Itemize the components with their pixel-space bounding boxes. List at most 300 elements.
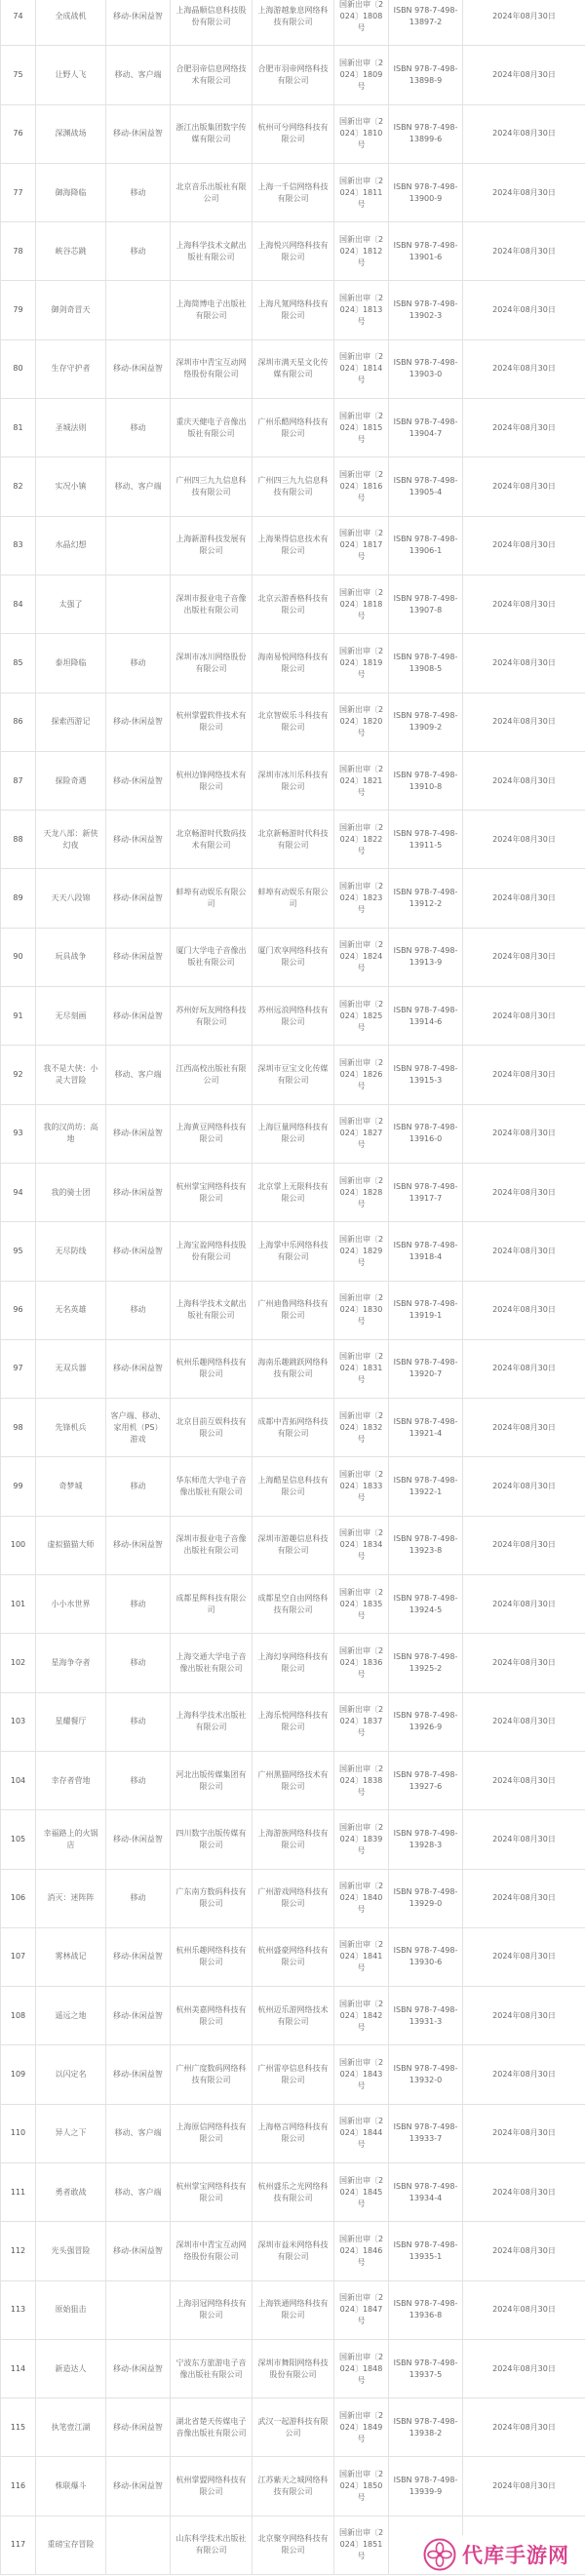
approval-date: 2024年08月30日 <box>463 634 585 693</box>
publisher-name: 北京畅游时代数码技术有限公司 <box>171 811 253 869</box>
game-category: 移动-休闲益智 <box>106 1163 171 1221</box>
game-name: 奇梦城 <box>36 1457 106 1516</box>
isbn-number: ISBN 978-7-498-13914-6 <box>389 987 463 1046</box>
game-category: 移动 <box>106 1281 171 1339</box>
operator-name: 广州四三九九信息科技有限公司 <box>253 457 334 516</box>
isbn-number: ISBN 978-7-498-13937-5 <box>389 2339 463 2398</box>
publisher-name: 四川数字出版传媒有限公司 <box>171 1810 253 1869</box>
row-number: 111 <box>1 2162 36 2221</box>
isbn-number: ISBN 978-7-498-13939-9 <box>389 2457 463 2516</box>
operator-name: 上海铁通网络科技有限公司 <box>253 2280 334 2339</box>
operator-name: 上海乐悦网络科技有限公司 <box>253 1692 334 1751</box>
publisher-name: 杭州边锋网络技术有限公司 <box>171 751 253 810</box>
approval-number: 国新出审〔2024〕1836号 <box>334 1634 389 1692</box>
table-row <box>1 987 585 1046</box>
approval-date: 2024年08月30日 <box>463 163 585 221</box>
approval-number: 国新出审〔2024〕1811号 <box>334 163 389 221</box>
isbn-number: ISBN 978-7-498-13927-6 <box>389 1751 463 1809</box>
approval-number: 国新出审〔2024〕1835号 <box>334 1575 389 1634</box>
operator-name: 厦门欢享网络科技有限公司 <box>253 928 334 986</box>
operator-name: 杭州迈乐游网络技术有限公司 <box>253 1987 334 2045</box>
operator-name: 深圳市益米网络科技有限公司 <box>253 2222 334 2280</box>
isbn-number: ISBN 978-7-498-13923-8 <box>389 1516 463 1574</box>
operator-name: 上海格言网络科技有限公司 <box>253 2104 334 2162</box>
table-row <box>1 1046 585 1104</box>
approval-number: 国新出审〔2024〕1844号 <box>334 2104 389 2162</box>
publisher-name: 广州广度数码网络科技有限公司 <box>171 2045 253 2104</box>
table-row <box>1 399 585 457</box>
table-row <box>1 1516 585 1574</box>
operator-name: 杭州盛豪网络科技有限公司 <box>253 1927 334 1986</box>
game-name: 幸存者营地 <box>36 1751 106 1809</box>
table-row <box>1 693 585 751</box>
approval-date: 2024年08月30日 <box>463 2339 585 2398</box>
operator-name: 成都星空自由网络科技有限公司 <box>253 1575 334 1634</box>
operator-name: 深圳市舞阳网络科技股份有限公司 <box>253 2339 334 2398</box>
approval-number: 国新出审〔2024〕1809号 <box>334 46 389 104</box>
isbn-number: ISBN 978-7-498-13915-3 <box>389 1046 463 1104</box>
row-number: 76 <box>1 104 36 163</box>
operator-name: 广州乐酷网络科技有限公司 <box>253 399 334 457</box>
game-name: 探索西游记 <box>36 693 106 751</box>
row-number: 74 <box>1 0 36 46</box>
isbn-number: ISBN 978-7-498-13921-4 <box>389 1399 463 1457</box>
approval-number: 国新出审〔2024〕1830号 <box>334 1281 389 1339</box>
game-category: 移动-休闲益智 <box>106 1927 171 1986</box>
approval-number: 国新出审〔2024〕1825号 <box>334 987 389 1046</box>
game-name: 光头强冒险 <box>36 2222 106 2280</box>
row-number: 109 <box>1 2045 36 2104</box>
game-name: 无尽刻画 <box>36 987 106 1046</box>
isbn-number: ISBN 978-7-498-13897-2 <box>389 0 463 46</box>
operator-name: 苏州远浪网络科技有限公司 <box>253 987 334 1046</box>
game-name: 雾林战记 <box>36 1927 106 1986</box>
operator-name: 上海果得信息技术有限公司 <box>253 516 334 575</box>
approval-number: 国新出审〔2024〕1849号 <box>334 2398 389 2457</box>
publisher-name: 华东师范大学电子音像出版社有限公司 <box>171 1457 253 1516</box>
publisher-name: 重庆天健电子音像出版社有限公司 <box>171 399 253 457</box>
publisher-name: 杭州乐趣网络科技有限公司 <box>171 1927 253 1986</box>
publisher-name: 北京音乐出版社有限公司 <box>171 163 253 221</box>
row-number: 115 <box>1 2398 36 2457</box>
approval-date: 2024年08月30日 <box>463 1281 585 1339</box>
approval-date: 2024年08月30日 <box>463 869 585 928</box>
table-row <box>1 1104 585 1163</box>
isbn-number: ISBN 978-7-498-13908-5 <box>389 634 463 693</box>
isbn-number: ISBN 978-7-498-13898-9 <box>389 46 463 104</box>
game-category: 移动-休闲益智 <box>106 1810 171 1869</box>
approval-date: 2024年08月30日 <box>463 2162 585 2221</box>
game-name: 星海争夺者 <box>36 1634 106 1692</box>
isbn-number: ISBN 978-7-498-13904-7 <box>389 399 463 457</box>
publisher-name: 上海新游科技发展有限公司 <box>171 516 253 575</box>
table-row <box>1 634 585 693</box>
game-name: 我不是大侠：小灵大冒险 <box>36 1046 106 1104</box>
game-name: 勇者敢战 <box>36 2162 106 2221</box>
row-number: 94 <box>1 1163 36 1221</box>
game-category <box>106 2516 171 2574</box>
game-category: 移动-休闲益智 <box>106 987 171 1046</box>
approval-date: 2024年08月30日 <box>463 1869 585 1927</box>
approval-number: 国新出审〔2024〕1814号 <box>334 339 389 398</box>
approval-date: 2024年08月30日 <box>463 2457 585 2516</box>
row-number: 87 <box>1 751 36 810</box>
row-number: 82 <box>1 457 36 516</box>
approval-number: 国新出审〔2024〕1847号 <box>334 2280 389 2339</box>
game-category: 移动、客户端 <box>106 2104 171 2162</box>
approval-date: 2024年08月30日 <box>463 2398 585 2457</box>
isbn-number: ISBN 978-7-498-13930-6 <box>389 1927 463 1986</box>
publisher-name: 成都星辉科技有限公司 <box>171 1575 253 1634</box>
operator-name: 上海巨量网络科技有限公司 <box>253 1104 334 1163</box>
row-number: 116 <box>1 2457 36 2516</box>
table-row <box>1 1810 585 1869</box>
table-row <box>1 2457 585 2516</box>
approval-date: 2024年08月30日 <box>463 457 585 516</box>
operator-name: 北京掌上无限科技有限公司 <box>253 1163 334 1221</box>
approval-number: 国新出审〔2024〕1827号 <box>334 1104 389 1163</box>
game-category: 移动 <box>106 1634 171 1692</box>
isbn-number: ISBN 978-7-498-13924-5 <box>389 1575 463 1634</box>
operator-name: 上海掌中乐网络科技有限公司 <box>253 1222 334 1281</box>
table-row <box>1 516 585 575</box>
game-name: 天龙八部：新侠幻夜 <box>36 811 106 869</box>
approval-date: 2024年08月30日 <box>463 1046 585 1104</box>
publisher-name: 河北出版传媒集团有限公司 <box>171 1751 253 1809</box>
game-category <box>106 281 171 339</box>
publisher-name: 上海原信网络科技有限公司 <box>171 2104 253 2162</box>
approval-date: 2024年08月30日 <box>463 104 585 163</box>
row-number: 92 <box>1 1046 36 1104</box>
approval-date: 2024年08月30日 <box>463 1399 585 1457</box>
table-row <box>1 1222 585 1281</box>
approval-date: 2024年08月30日 <box>463 2222 585 2280</box>
row-number: 100 <box>1 1516 36 1574</box>
isbn-number: ISBN 978-7-498-13938-2 <box>389 2398 463 2457</box>
approval-number: 国新出审〔2024〕1832号 <box>334 1399 389 1457</box>
table-row <box>1 104 585 163</box>
isbn-number: ISBN 978-7-498-13934-4 <box>389 2162 463 2221</box>
approval-date: 2024年08月30日 <box>463 1222 585 1281</box>
isbn-number: ISBN 978-7-498-13919-1 <box>389 1281 463 1339</box>
operator-name: 上海游越象息网络科技有限公司 <box>253 0 334 46</box>
isbn-number: ISBN 978-7-498-13935-1 <box>389 2222 463 2280</box>
row-number: 75 <box>1 46 36 104</box>
publisher-name: 北京目前互娱科技有限公司 <box>171 1399 253 1457</box>
table-row <box>1 1927 585 1986</box>
game-name: 无双兵器 <box>36 1339 106 1398</box>
approval-date: 2024年08月30日 <box>463 1516 585 1574</box>
approval-date: 2024年08月30日 <box>463 2104 585 2162</box>
approval-number: 国新出审〔2024〕1843号 <box>334 2045 389 2104</box>
publisher-name: 上海科学技术出版社有限公司 <box>171 1692 253 1751</box>
operator-name: 北京新畅游时代科技有限公司 <box>253 811 334 869</box>
approval-number: 国新出审〔2024〕1846号 <box>334 2222 389 2280</box>
game-category: 移动-休闲益智 <box>106 2222 171 2280</box>
row-number: 108 <box>1 1987 36 2045</box>
table-row <box>1 1575 585 1634</box>
operator-name: 蚌埠有动娱乐有限公司 <box>253 869 334 928</box>
operator-name: 深圳市游趣信息科技有限公司 <box>253 1516 334 1574</box>
publisher-name: 杭州美嘉网络科技有限公司 <box>171 1987 253 2045</box>
operator-name: 合肥市羽帝网络科技有限公司 <box>253 46 334 104</box>
table-row <box>1 1399 585 1457</box>
game-category: 移动 <box>106 634 171 693</box>
isbn-number: ISBN 978-7-498-13900-9 <box>389 163 463 221</box>
isbn-number: ISBN 978-7-498-13922-1 <box>389 1457 463 1516</box>
table-row <box>1 1869 585 1927</box>
operator-name: 成都中青拓网络科技有限公司 <box>253 1399 334 1457</box>
game-name: 泰坦降临 <box>36 634 106 693</box>
game-name: 让野人飞 <box>36 46 106 104</box>
game-name: 探险奇遇 <box>36 751 106 810</box>
operator-name: 深圳市豆宝文化传媒有限公司 <box>253 1046 334 1104</box>
approval-number: 国新出审〔2024〕1819号 <box>334 634 389 693</box>
game-category: 移动-休闲益智 <box>106 1339 171 1398</box>
game-category <box>106 516 171 575</box>
row-number: 103 <box>1 1692 36 1751</box>
game-name: 圣城法则 <box>36 399 106 457</box>
game-name: 御剑奇冒天 <box>36 281 106 339</box>
publisher-name: 上海科学技术文献出版社有限公司 <box>171 1281 253 1339</box>
game-name: 我的汉尚坊：高地 <box>36 1104 106 1163</box>
isbn-number: ISBN 978-7-498-13933-7 <box>389 2104 463 2162</box>
watermark-text: 代库手游网 <box>462 2544 569 2567</box>
row-number: 86 <box>1 693 36 751</box>
approval-date: 2024年08月30日 <box>463 1339 585 1398</box>
publisher-name: 宁波东方旅游电子音像出版社有限公司 <box>171 2339 253 2398</box>
isbn-number: ISBN 978-7-498-13917-7 <box>389 1163 463 1221</box>
approval-date: 2024年08月30日 <box>463 281 585 339</box>
game-category: 移动 <box>106 1692 171 1751</box>
approval-date: 2024年08月30日 <box>463 1457 585 1516</box>
approval-number: 国新出审〔2024〕1817号 <box>334 516 389 575</box>
approval-number: 国新出审〔2024〕1823号 <box>334 869 389 928</box>
table-row <box>1 222 585 281</box>
site-watermark <box>419 2535 583 2574</box>
table-row <box>1 163 585 221</box>
game-name: 幸福路上的火锅店 <box>36 1810 106 1869</box>
approval-date: 2024年08月30日 <box>463 1751 585 1809</box>
row-number: 90 <box>1 928 36 986</box>
operator-name: 上海游族网络科技有限公司 <box>253 1810 334 1869</box>
operator-name: 江苏紫天之城网络科技有限公司 <box>253 2457 334 2516</box>
game-category: 移动 <box>106 1575 171 1634</box>
operator-name: 广州雷亭信息科技有限公司 <box>253 2045 334 2104</box>
approval-date: 2024年08月30日 <box>463 693 585 751</box>
game-name: 株联爆斗 <box>36 2457 106 2516</box>
isbn-number: ISBN 978-7-498-13929-0 <box>389 1869 463 1927</box>
publisher-name: 上海晶顺信息科技股份有限公司 <box>171 0 253 46</box>
row-number: 84 <box>1 575 36 633</box>
approval-number: 国新出审〔2024〕1839号 <box>334 1810 389 1869</box>
game-name: 生存守护者 <box>36 339 106 398</box>
table-row <box>1 1339 585 1398</box>
table-row <box>1 281 585 339</box>
approval-date: 2024年08月30日 <box>463 46 585 104</box>
approval-number: 国新出审〔2024〕1812号 <box>334 222 389 281</box>
publisher-name: 苏州好玩友网络科技有限公司 <box>171 987 253 1046</box>
publisher-name: 上海宝盈网络科技股份有限公司 <box>171 1222 253 1281</box>
game-category: 移动 <box>106 222 171 281</box>
row-number: 105 <box>1 1810 36 1869</box>
game-category: 移动 <box>106 163 171 221</box>
approval-number: 国新出审〔2024〕1848号 <box>334 2339 389 2398</box>
operator-name: 上海酷星信息科技有限公司 <box>253 1457 334 1516</box>
row-number: 99 <box>1 1457 36 1516</box>
approval-number: 国新出审〔2024〕1824号 <box>334 928 389 986</box>
game-name: 御海降临 <box>36 163 106 221</box>
operator-name: 深圳市冰川乐科技有限公司 <box>253 751 334 810</box>
publisher-name: 杭州掌盟软件技术有限公司 <box>171 693 253 751</box>
table-row <box>1 751 585 810</box>
publisher-name: 浙江出版集团数字传媒有限公司 <box>171 104 253 163</box>
table-row <box>1 1987 585 2045</box>
game-category: 移动-休闲益智 <box>106 2045 171 2104</box>
approval-number: 国新出审〔2024〕1837号 <box>334 1692 389 1751</box>
operator-name: 上海幻享网络科技有限公司 <box>253 1634 334 1692</box>
game-category: 移动-休闲益智 <box>106 2457 171 2516</box>
game-category: 移动-休闲益智 <box>106 811 171 869</box>
operator-name: 北京智娱乐斗科技有限公司 <box>253 693 334 751</box>
isbn-number: ISBN 978-7-498-13903-0 <box>389 339 463 398</box>
game-name: 星耀餐厅 <box>36 1692 106 1751</box>
table-row <box>1 339 585 398</box>
table-row <box>1 575 585 633</box>
game-name: 原始狙击 <box>36 2280 106 2339</box>
isbn-number: ISBN 978-7-498-13925-2 <box>389 1634 463 1692</box>
game-category <box>106 575 171 633</box>
table-row <box>1 46 585 104</box>
game-category: 移动 <box>106 399 171 457</box>
publisher-name: 杭州掌盟网络科技有限公司 <box>171 2457 253 2516</box>
approval-date: 2024年08月30日 <box>463 1634 585 1692</box>
table-row <box>1 2398 585 2457</box>
publisher-name: 上海羽冠网络科技有限公司 <box>171 2280 253 2339</box>
game-category: 移动-休闲益智 <box>106 751 171 810</box>
approval-number: 国新出审〔2024〕1845号 <box>334 2162 389 2221</box>
publisher-name: 上海交通大学电子音像出版社有限公司 <box>171 1634 253 1692</box>
game-category: 移动-休闲益智 <box>106 869 171 928</box>
game-category: 移动 <box>106 1457 171 1516</box>
game-name: 小小水世界 <box>36 1575 106 1634</box>
row-number: 77 <box>1 163 36 221</box>
approval-date: 2024年08月30日 <box>463 811 585 869</box>
table-row <box>1 1281 585 1339</box>
approval-date: 2024年08月30日 <box>463 1692 585 1751</box>
game-category <box>106 2280 171 2339</box>
publisher-name: 广东南方数码科技有限公司 <box>171 1869 253 1927</box>
row-number: 78 <box>1 222 36 281</box>
publisher-name: 江西高校出版社有限公司 <box>171 1046 253 1104</box>
row-number: 98 <box>1 1399 36 1457</box>
isbn-number: ISBN 978-7-498-13899-6 <box>389 104 463 163</box>
publisher-name: 深圳市冰川网络股份有限公司 <box>171 634 253 693</box>
game-category: 移动、客户端 <box>106 2162 171 2221</box>
game-name: 我的骑士团 <box>36 1163 106 1221</box>
table-row <box>1 2045 585 2104</box>
approval-date: 2024年08月30日 <box>463 1927 585 1986</box>
operator-name: 上海悦兴网络科技有限公司 <box>253 222 334 281</box>
approval-date: 2024年08月30日 <box>463 928 585 986</box>
row-number: 95 <box>1 1222 36 1281</box>
publisher-name: 深圳市中青宝互动网络股份有限公司 <box>171 339 253 398</box>
row-number: 107 <box>1 1927 36 1986</box>
operator-name: 杭州可兮网络科技有限公司 <box>253 104 334 163</box>
operator-name: 武汉一起游科技有限公司 <box>253 2398 334 2457</box>
approval-number: 国新出审〔2024〕1821号 <box>334 751 389 810</box>
approval-number: 国新出审〔2024〕1841号 <box>334 1927 389 1986</box>
row-number: 83 <box>1 516 36 575</box>
table-body <box>1 0 585 2575</box>
isbn-number: ISBN 978-7-498-13931-3 <box>389 1987 463 2045</box>
row-number: 112 <box>1 2222 36 2280</box>
publisher-name: 蚌埠有动娱乐有限公司 <box>171 869 253 928</box>
game-name: 无尽防线 <box>36 1222 106 1281</box>
approval-number: 国新出审〔2024〕1808号 <box>334 0 389 46</box>
approval-number: 国新出审〔2024〕1833号 <box>334 1457 389 1516</box>
table-row <box>1 811 585 869</box>
game-category: 移动-休闲益智 <box>106 693 171 751</box>
isbn-number: ISBN 978-7-498-13901-6 <box>389 222 463 281</box>
row-number: 91 <box>1 987 36 1046</box>
game-name: 峡谷芯跳 <box>36 222 106 281</box>
game-category: 移动-休闲益智 <box>106 2339 171 2398</box>
game-category: 移动 <box>106 1869 171 1927</box>
approval-date: 2024年08月30日 <box>463 222 585 281</box>
table-row <box>1 1751 585 1809</box>
approval-date: 2024年08月30日 <box>463 987 585 1046</box>
row-number: 104 <box>1 1751 36 1809</box>
row-number: 85 <box>1 634 36 693</box>
game-category: 移动-休闲益智 <box>106 1104 171 1163</box>
row-number: 113 <box>1 2280 36 2339</box>
row-number: 81 <box>1 399 36 457</box>
publisher-name: 杭州掌宝网络科技有限公司 <box>171 2162 253 2221</box>
isbn-number: ISBN 978-7-498-13916-0 <box>389 1104 463 1163</box>
game-name: 无名英雄 <box>36 1281 106 1339</box>
approval-date: 2024年08月30日 <box>463 516 585 575</box>
publisher-name: 广州四三九九信息科技有限公司 <box>171 457 253 516</box>
game-name: 重磅宝存冒险 <box>36 2516 106 2574</box>
approval-date: 2024年08月30日 <box>463 339 585 398</box>
game-category: 移动 <box>106 1751 171 1809</box>
isbn-number: ISBN 978-7-498-13920-7 <box>389 1339 463 1398</box>
operator-name: 北京云游香格科技有限公司 <box>253 575 334 633</box>
approval-number: 国新出审〔2024〕1829号 <box>334 1222 389 1281</box>
isbn-number: ISBN 978-7-498-13936-8 <box>389 2280 463 2339</box>
publisher-name: 深圳市报业电子音像出版社有限公司 <box>171 1516 253 1574</box>
game-category: 移动-休闲益智 <box>106 339 171 398</box>
isbn-number: ISBN 978-7-498-13928-3 <box>389 1810 463 1869</box>
row-number: 97 <box>1 1339 36 1398</box>
operator-name: 海南易悦网络科技有限公司 <box>253 634 334 693</box>
table-row <box>1 1457 585 1516</box>
table-row <box>1 928 585 986</box>
approval-number: 国新出审〔2024〕1822号 <box>334 811 389 869</box>
isbn-number: ISBN 978-7-498-13902-3 <box>389 281 463 339</box>
game-name: 全成战机 <box>36 0 106 46</box>
game-category: 移动-休闲益智 <box>106 1987 171 2045</box>
row-number: 110 <box>1 2104 36 2162</box>
publisher-name: 合肥羽帝信息网络技术有限公司 <box>171 46 253 104</box>
approval-number: 国新出审〔2024〕1820号 <box>334 693 389 751</box>
approval-number: 国新出审〔2024〕1810号 <box>334 104 389 163</box>
approval-date: 2024年08月30日 <box>463 575 585 633</box>
game-name: 先锋机兵 <box>36 1399 106 1457</box>
game-name: 天天八段锦 <box>36 869 106 928</box>
publisher-name: 上海简博电子出版社有限公司 <box>171 281 253 339</box>
